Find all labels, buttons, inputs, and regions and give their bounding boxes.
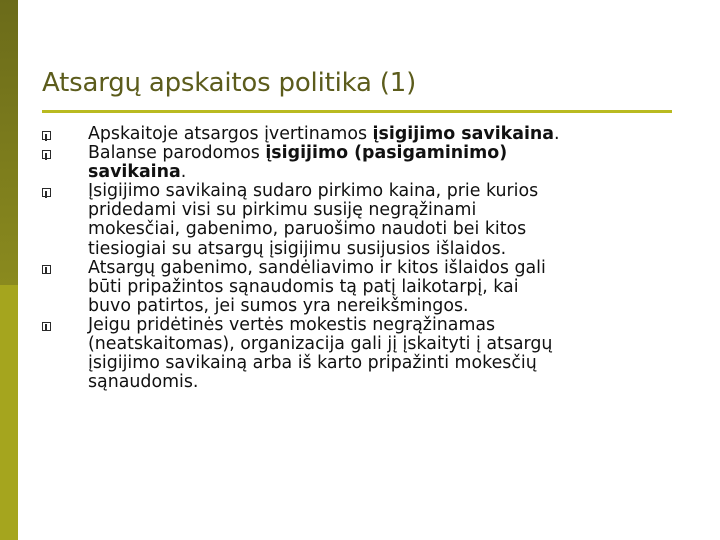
bullet-item <box>42 144 707 182</box>
bullet-text <box>88 143 507 182</box>
left-accent-bar <box>0 0 18 540</box>
bullet-text-emphasis: įsigijimo (pasigaminimo) savikaina <box>88 143 508 183</box>
square-bullet-icon <box>42 265 51 274</box>
square-bullet-icon <box>42 322 51 331</box>
bullet-text-run: Įsigijimo savikainą sudaro pirkimo kaina, prie kurios pridedami visi su pirkimu susiję negrąžinami mokesčiai, gabenimo, paruošimo naudoti bei kitos tiesiogiai su atsargų įsigijimu susijusios išlaidos. <box>88 181 539 259</box>
square-bullet-icon <box>42 150 51 159</box>
bullet-list <box>42 125 707 392</box>
square-bullet-icon <box>42 188 51 197</box>
bullet-item <box>42 259 707 316</box>
bullet-text-run: Jeigu pridėtinės vertės mokestis negrąžinamas (neatskaitomas), organizacija gali jį įskaityti į atsargų įsigijimo savikainą arba iš karto pripažinti mokesčių sąnaudomis. <box>88 314 553 393</box>
bullet-text-run: Atsargų gabenimo, sandėliavimo ir kitos išlaidos gali būti pripažintos sąnaudomis tą patį laikotarpį, kai buvo patirtos, jei sumos yra nereikšmingos. <box>88 257 546 316</box>
title-underline <box>42 110 672 113</box>
slide-title: Atsargų apskaitos politika (1) <box>42 68 417 98</box>
bullet-text <box>88 181 538 258</box>
bullet-text-run: . <box>554 124 560 144</box>
bullet-text-emphasis: įsigijimo savikaina <box>372 124 555 144</box>
bullet-text-run: . <box>180 162 187 183</box>
bullet-text <box>88 124 560 144</box>
bullet-text <box>88 258 546 316</box>
bullet-item <box>42 125 707 144</box>
bullet-text-run: Apskaitoje atsargos įvertinamos <box>88 124 373 144</box>
bullet-item <box>42 316 707 392</box>
bullet-item <box>42 182 707 258</box>
bullet-text <box>88 315 552 392</box>
square-bullet-icon <box>42 131 51 140</box>
bullet-text-run: Balanse parodomos <box>88 143 266 164</box>
